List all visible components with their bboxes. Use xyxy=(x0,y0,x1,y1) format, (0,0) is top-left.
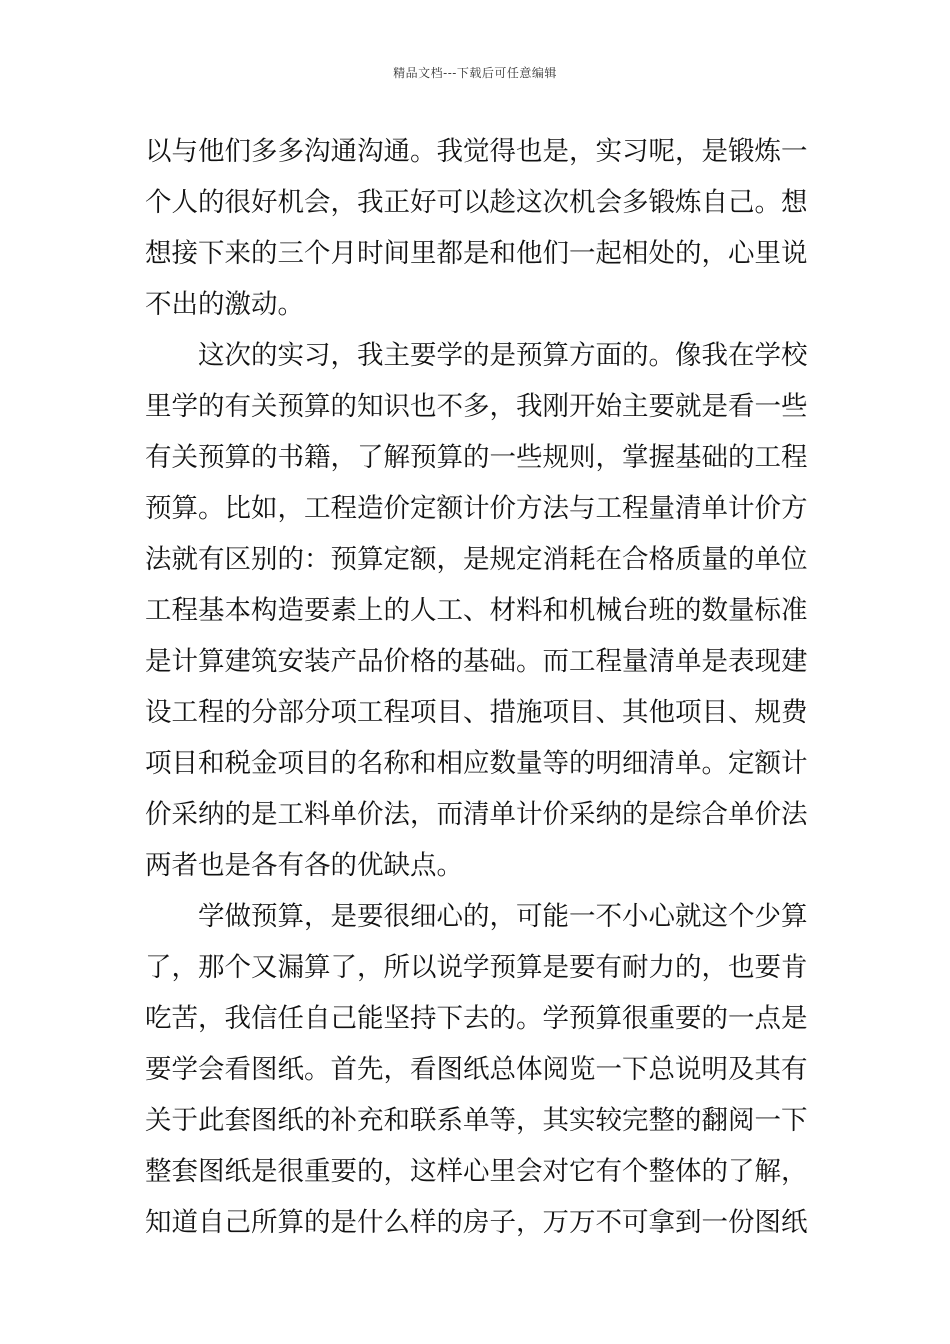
paragraph xyxy=(145,891,807,1248)
page-header: 精品文档---下载后可任意编辑 xyxy=(393,66,557,80)
text-line: 不出的激动。 xyxy=(145,289,304,320)
text-line: 项目和税金项目的名称和相应数量等的明细清单。定额计 xyxy=(145,748,808,779)
text-line: 以与他们多多沟通沟通。我觉得也是，实习呢，是锻炼一 xyxy=(145,136,808,167)
text-line: 价采纳的是工料单价法，而清单计价采纳的是综合单价法 xyxy=(145,799,808,830)
text-line: 有关预算的书籍，了解预算的一些规则，掌握基础的工程 xyxy=(145,442,808,473)
text-line: 预算。比如，工程造价定额计价方法与工程量清单计价方 xyxy=(145,493,808,524)
text-line: 法就有区别的：预算定额，是规定消耗在合格质量的单位 xyxy=(145,544,808,575)
text-line: 吃苦，我信任自己能坚持下去的。学预算很重要的一点是 xyxy=(145,1003,808,1034)
paragraph xyxy=(145,330,807,891)
text-line: 个人的很好机会，我正好可以趁这次机会多锻炼自己。想 xyxy=(145,187,808,218)
text-line: 工程基本构造要素上的人工、材料和机械台班的数量标准 xyxy=(145,595,808,626)
text-line: 整套图纸是很重要的，这样心里会对它有个整体的了解， xyxy=(145,1156,808,1187)
text-line: 两者也是各有各的优缺点。 xyxy=(145,850,463,881)
text-line: 想接下来的三个月时间里都是和他们一起相处的，心里说 xyxy=(145,238,808,269)
text-line: 要学会看图纸。首先，看图纸总体阅览一下总说明及其有 xyxy=(145,1054,808,1085)
text-line: 了，那个又漏算了，所以说学预算是要有耐力的，也要肯 xyxy=(145,952,808,983)
text-line: 这次的实习，我主要学的是预算方面的。像我在学校 xyxy=(198,340,808,371)
text-line: 学做预算，是要很细心的，可能一不小心就这个少算 xyxy=(198,901,808,932)
text-line: 关于此套图纸的补充和联系单等，其实较完整的翻阅一下 xyxy=(145,1105,808,1136)
text-line: 是计算建筑安装产品价格的基础。而工程量清单是表现建 xyxy=(145,646,808,677)
document-body xyxy=(145,126,807,1248)
text-line: 设工程的分部分项工程项目、措施项目、其他项目、规费 xyxy=(145,697,808,728)
text-line: 知道自己所算的是什么样的房子，万万不可拿到一份图纸 xyxy=(145,1207,808,1238)
paragraph xyxy=(145,126,807,330)
text-line: 里学的有关预算的知识也不多，我刚开始主要就是看一些 xyxy=(145,391,808,422)
